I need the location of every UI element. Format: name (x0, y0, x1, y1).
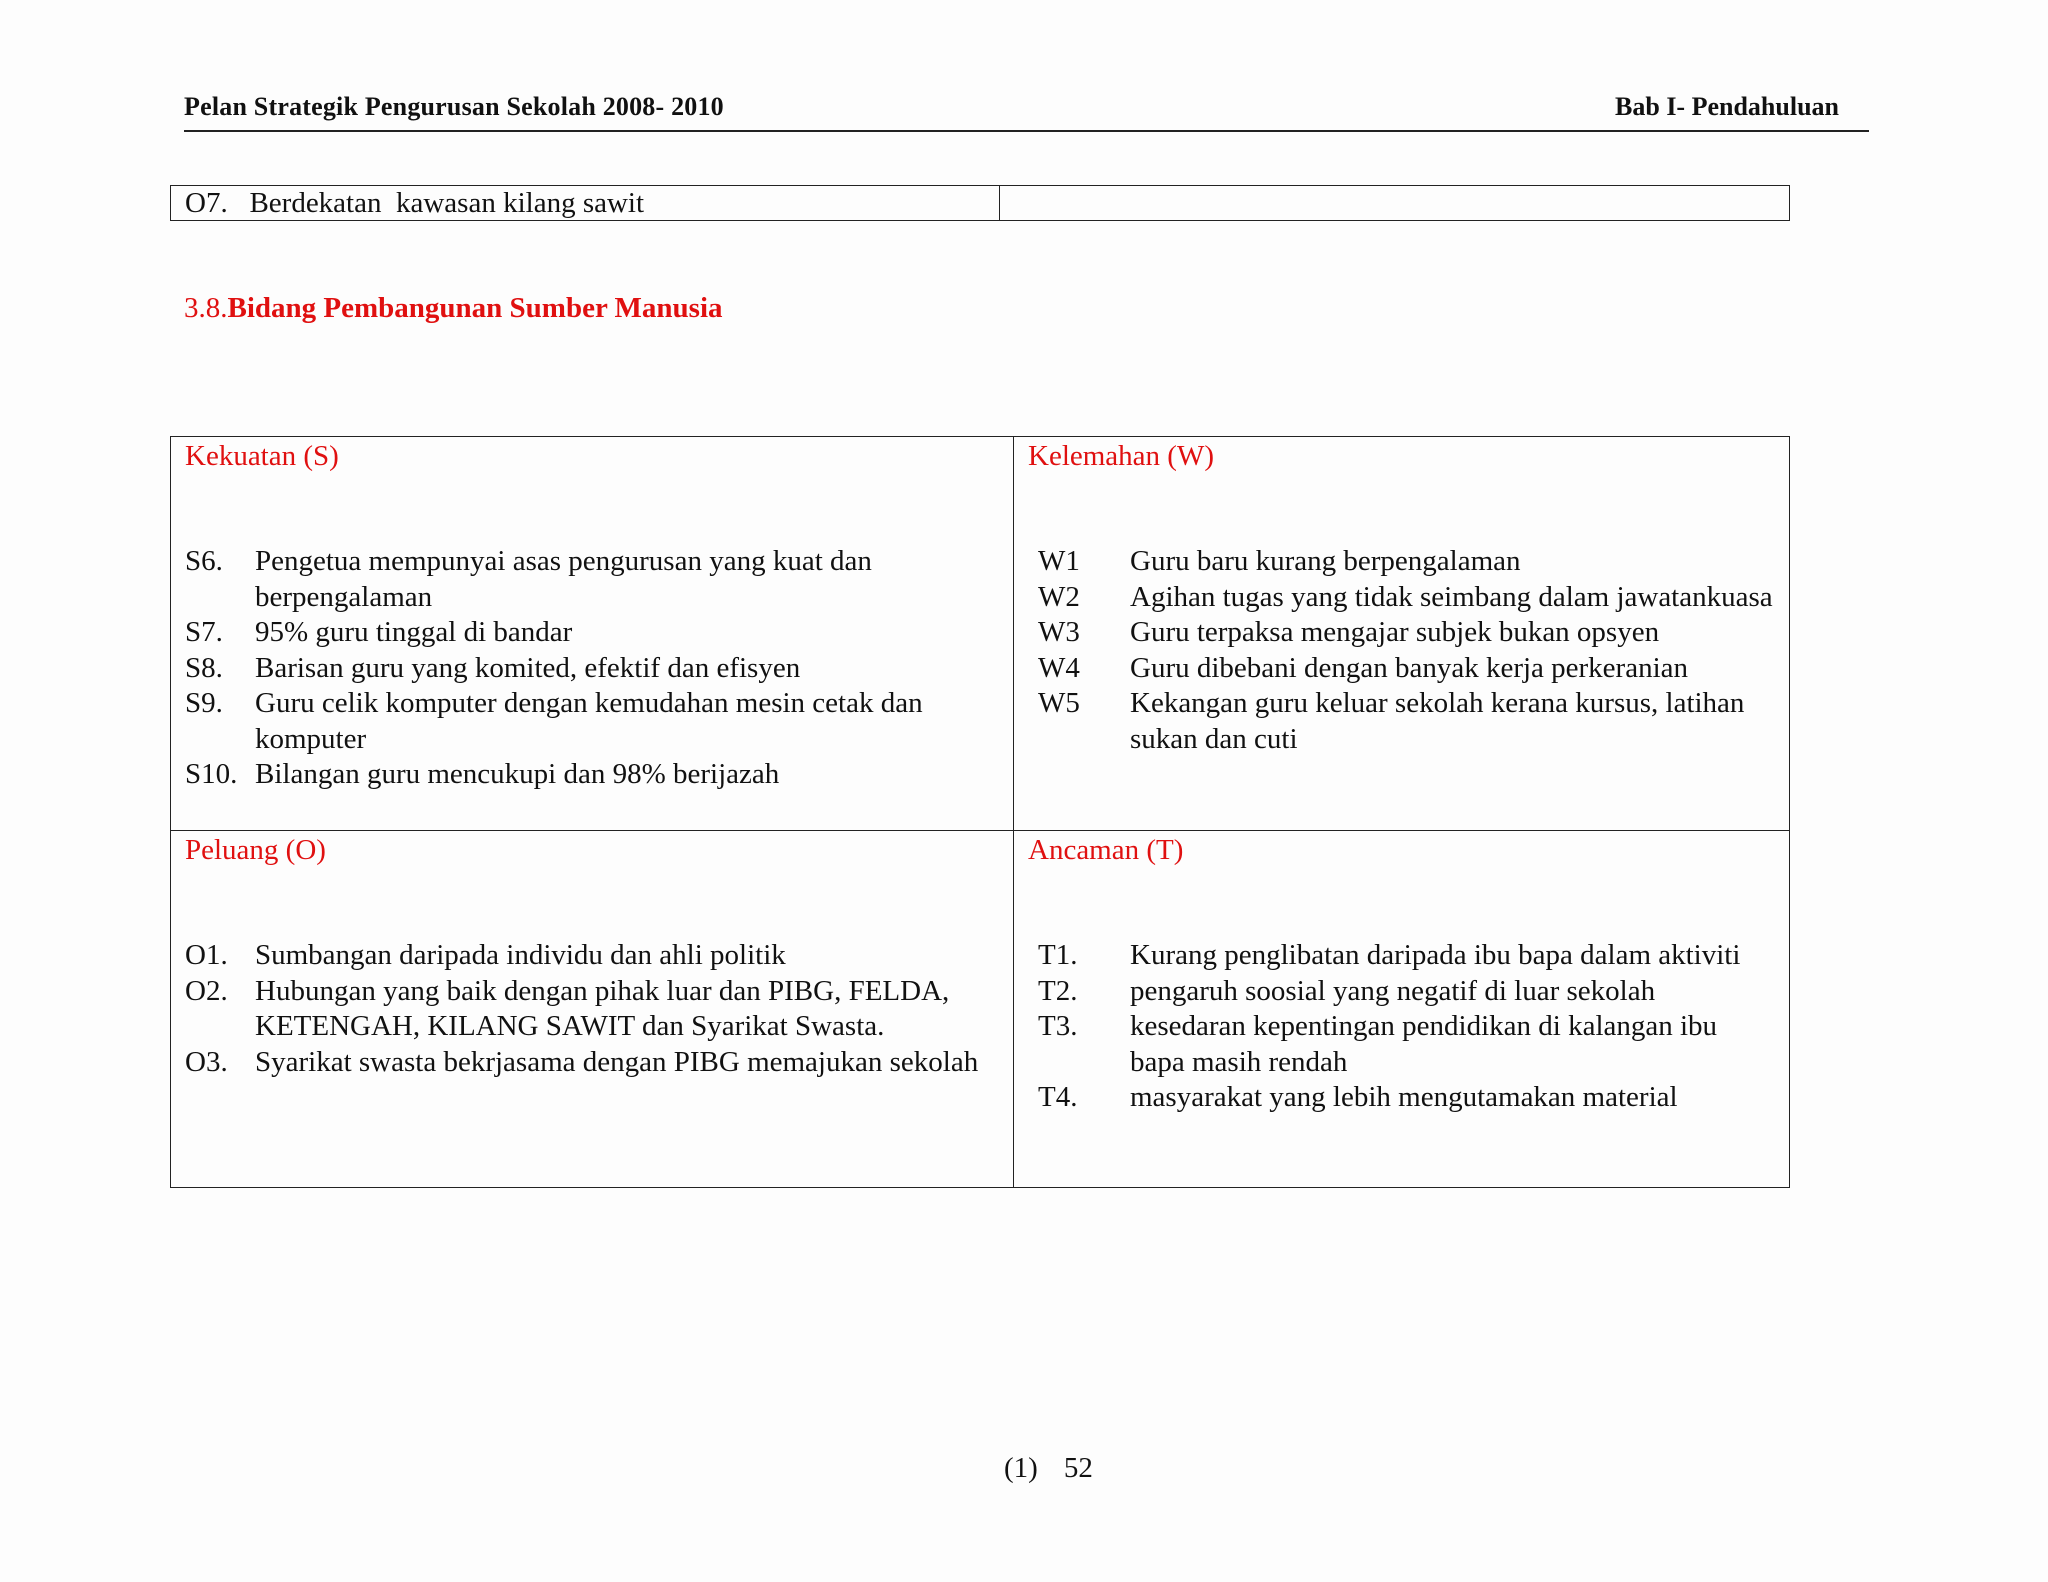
item-text: pengaruh soosial yang negatif di luar sekolah (1130, 974, 1656, 1007)
swot-table (170, 436, 1790, 1188)
item-text: Hubungan yang baik dengan pihak luar dan PIBG, FELDA, KETENGAH, KILANG SAWIT dan Syarikat Swasta. (255, 974, 950, 1042)
opportunities-title: Peluang (O) (185, 834, 326, 866)
item-code: W2 (1038, 580, 1080, 613)
continuation-cell-left: O7. Berdekatan kawasan kilang sawit (171, 186, 1000, 221)
table-row (171, 186, 1790, 221)
section-heading (184, 292, 723, 325)
page-header (184, 92, 1869, 132)
list-item (185, 974, 999, 1045)
weaknesses-title: Kelemahan (W) (1028, 440, 1214, 472)
document-title: Pelan Strategik Pengurusan Sekolah 2008- 2010 (184, 92, 724, 121)
list-item (185, 651, 999, 687)
list-item (1028, 651, 1775, 687)
item-text: kesedaran kepentingan pendidikan di kalangan ibu bapa masih rendah (1130, 1010, 1718, 1078)
item-text: Bilangan guru mencukupi dan 98% berijazah (255, 758, 780, 790)
table-row (171, 831, 1790, 1188)
strengths-cell (171, 437, 1014, 831)
table-row (171, 437, 1790, 831)
item-code: O2. (185, 974, 228, 1007)
chapter-title: Bab I- Pendahuluan (1615, 92, 1839, 121)
item-text: 95% guru tinggal di bandar (255, 616, 573, 648)
item-text: Pengetua mempunyai asas pengurusan yang kuat dan berpengalaman (255, 545, 872, 613)
continuation-cell-right (1000, 186, 1790, 221)
item-text: Kurang penglibatan daripada ibu bapa dalam aktiviti (1130, 939, 1741, 971)
item-code: S6. (185, 545, 223, 577)
list-item (185, 1045, 999, 1081)
list-item (1028, 938, 1775, 974)
list-item (1028, 686, 1775, 757)
item-text: Agihan tugas yang tidak seimbang dalam jawatankuasa (1130, 580, 1773, 613)
list-item (185, 544, 999, 615)
item-code: S9. (185, 687, 223, 719)
threats-cell (1014, 831, 1790, 1188)
footer-volume: (1) (1004, 1452, 1038, 1484)
item-code: W3 (1038, 616, 1080, 648)
item-text: Guru dibebani dengan banyak kerja perkeranian (1130, 651, 1689, 684)
item-code: W5 (1038, 687, 1080, 719)
list-item (1028, 1009, 1775, 1080)
continuation-table (170, 185, 1790, 221)
item-text: Guru terpaksa mengajar subjek bukan opsyen (1130, 616, 1660, 648)
page-footer (1004, 1452, 1093, 1485)
item-code: T4. (1038, 1081, 1078, 1113)
item-code: S8. (185, 651, 223, 684)
item-code: W4 (1038, 651, 1080, 684)
item-code: S7. (185, 616, 223, 648)
list-item (1028, 1080, 1775, 1116)
item-text: Sumbangan daripada individu dan ahli politik (255, 939, 786, 971)
item-text: masyarakat yang lebih mengutamakan material (1130, 1081, 1678, 1113)
item-code: O3. (185, 1045, 228, 1078)
opportunities-cell (171, 831, 1014, 1188)
list-item (1028, 544, 1775, 580)
item-code: T3. (1038, 1010, 1078, 1042)
strengths-title: Kekuatan (S) (185, 440, 339, 472)
item-code: W1 (1038, 545, 1080, 577)
list-item (185, 615, 999, 651)
page-number: 52 (1063, 1452, 1093, 1484)
list-item (1028, 974, 1775, 1010)
section-title: Bidang Pembangunan Sumber Manusia (227, 292, 723, 324)
item-text: Kekangan guru keluar sekolah kerana kursus, latihan sukan dan cuti (1130, 687, 1745, 755)
item-code: T1. (1038, 939, 1078, 971)
list-item (185, 757, 999, 793)
item-text: Guru baru kurang berpengalaman (1130, 545, 1521, 577)
item-text: Syarikat swasta bekrjasama dengan PIBG memajukan sekolah (255, 1045, 979, 1078)
list-item (185, 686, 999, 757)
threats-title: Ancaman (T) (1028, 834, 1184, 866)
list-item (1028, 615, 1775, 651)
list-item (185, 938, 999, 974)
item-code: T2. (1038, 974, 1078, 1007)
item-code: S10. (185, 758, 238, 790)
weaknesses-cell (1014, 437, 1790, 831)
item-text: Guru celik komputer dengan kemudahan mesin cetak dan komputer (255, 687, 923, 755)
list-item (1028, 580, 1775, 616)
section-number: 3.8. (184, 292, 228, 324)
item-text: Barisan guru yang komited, efektif dan efisyen (255, 651, 801, 684)
item-code: O1. (185, 939, 228, 971)
